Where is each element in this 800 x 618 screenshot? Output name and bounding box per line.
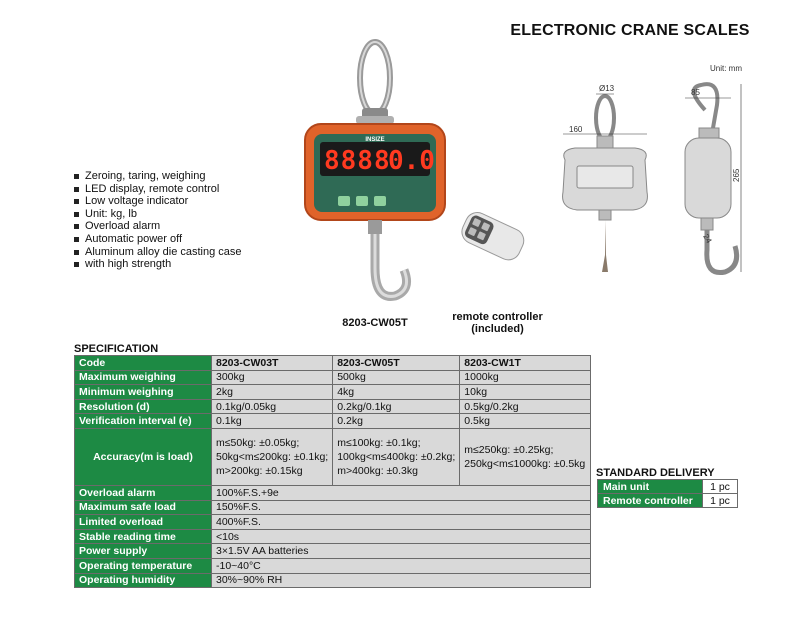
feature-item-continued: with high strength — [74, 258, 242, 271]
cell-line: 250kg<m≤1000kg: ±0.5kg — [464, 457, 586, 470]
table-row — [75, 544, 591, 559]
cell: 300kg — [212, 370, 333, 385]
remote-caption-line2: (included) — [471, 323, 524, 335]
table-row — [598, 494, 738, 508]
cell: 500kg — [333, 370, 460, 385]
table-row-accuracy — [75, 428, 591, 485]
cell-line: m≤250kg: ±0.25kg; — [464, 443, 554, 456]
cell: 100%F.S.+9e — [212, 485, 591, 500]
brand-logo: INSIZE — [365, 137, 385, 143]
table-row — [75, 370, 591, 385]
cell-line: m>400kg: ±0.3kg — [337, 464, 418, 477]
row-label: Accuracy(m is load) — [75, 428, 212, 485]
table-row — [75, 500, 591, 515]
table-row — [75, 558, 591, 573]
cell: 3×1.5V AA batteries — [212, 544, 591, 559]
row-label: Minimum weighing — [75, 385, 212, 400]
cell: <10s — [212, 529, 591, 544]
cell: 1000kg — [460, 370, 591, 385]
dimension-drawing — [555, 80, 755, 280]
cell-line: m≤100kg: ±0.1kg; — [337, 436, 421, 449]
row-label: Maximum safe load — [75, 500, 212, 515]
standard-delivery-heading: STANDARD DELIVERY — [596, 467, 715, 479]
feature-item: Aluminum alloy die casting case — [74, 246, 242, 259]
cell: 1 pc — [703, 494, 738, 508]
row-label: Code — [75, 356, 212, 371]
table-row — [75, 385, 591, 400]
dim-hook-angle: 24 — [701, 232, 714, 245]
table-row — [75, 485, 591, 500]
cell: -10~40°C — [212, 558, 591, 573]
cell: 400%F.S. — [212, 515, 591, 530]
cell: 8203-CW05T — [333, 356, 460, 371]
feature-item: Zeroing, taring, weighing — [74, 170, 242, 183]
feature-list — [74, 170, 242, 271]
feature-item: Automatic power off — [74, 233, 242, 246]
cell: 0.2kg — [333, 414, 460, 429]
cell-line: 50kg<m≤200kg: ±0.1kg; — [216, 450, 329, 463]
cell: 0.2kg/0.1kg — [333, 399, 460, 414]
table-row — [598, 480, 738, 494]
unit-note: Unit: mm — [710, 64, 742, 73]
row-label: Operating humidity — [75, 573, 212, 588]
row-label: Limited overload — [75, 515, 212, 530]
row-label: Overload alarm — [75, 485, 212, 500]
cell: 30%~90% RH — [212, 573, 591, 588]
led-digits: 8888 — [324, 146, 391, 176]
row-label: Stable reading time — [75, 529, 212, 544]
remote-caption — [440, 311, 555, 335]
crane-scale-image — [300, 38, 450, 308]
cell: 0.1kg/0.05kg — [212, 399, 333, 414]
cell: 1 pc — [703, 480, 738, 494]
row-label: Main unit — [598, 480, 703, 494]
feature-item: Overload alarm — [74, 220, 242, 233]
dim-diameter: Ø13 — [599, 84, 615, 93]
table-row — [75, 515, 591, 530]
cell: 0.1kg — [212, 414, 333, 429]
remote-caption-line1: remote controller — [452, 311, 543, 323]
cell — [333, 428, 460, 485]
row-label: Resolution (d) — [75, 399, 212, 414]
table-row — [75, 529, 591, 544]
dim-height: 265 — [732, 168, 741, 182]
product-caption: 8203-CW05T — [342, 317, 408, 329]
dim-side-width: 85 — [691, 88, 700, 97]
cell: 10kg — [460, 385, 591, 400]
cell-line: 100kg<m≤400kg: ±0.2kg; — [337, 450, 456, 463]
feature-item: Low voltage indicator — [74, 195, 242, 208]
table-row — [75, 399, 591, 414]
cell-line: m>200kg: ±0.15kg — [216, 464, 303, 477]
cell: 8203-CW1T — [460, 356, 591, 371]
spec-table — [74, 355, 591, 588]
led-digits-2: 0.0 — [388, 146, 435, 176]
cell: 8203-CW03T — [212, 356, 333, 371]
standard-delivery-table — [597, 479, 738, 508]
row-label: Power supply — [75, 544, 212, 559]
table-row — [75, 573, 591, 588]
cell: 0.5kg/0.2kg — [460, 399, 591, 414]
cell: 2kg — [212, 385, 333, 400]
cell — [212, 428, 333, 485]
remote-controller-image — [455, 208, 530, 268]
row-label: Remote controller — [598, 494, 703, 508]
row-label: Verification interval (e) — [75, 414, 212, 429]
table-row — [75, 414, 591, 429]
table-row — [75, 356, 591, 371]
page-title: ELECTRONIC CRANE SCALES — [510, 22, 750, 39]
cell: 0.5kg — [460, 414, 591, 429]
cell-line: m≤50kg: ±0.05kg; — [216, 436, 300, 449]
spec-heading: SPECIFICATION — [74, 343, 159, 355]
row-label: Maximum weighing — [75, 370, 212, 385]
cell: 150%F.S. — [212, 500, 591, 515]
dim-width: 160 — [569, 125, 583, 134]
feature-item: LED display, remote control — [74, 183, 242, 196]
cell: 4kg — [333, 385, 460, 400]
cell — [460, 428, 591, 485]
row-label: Operating temperature — [75, 558, 212, 573]
feature-item: Unit: kg, lb — [74, 208, 242, 221]
